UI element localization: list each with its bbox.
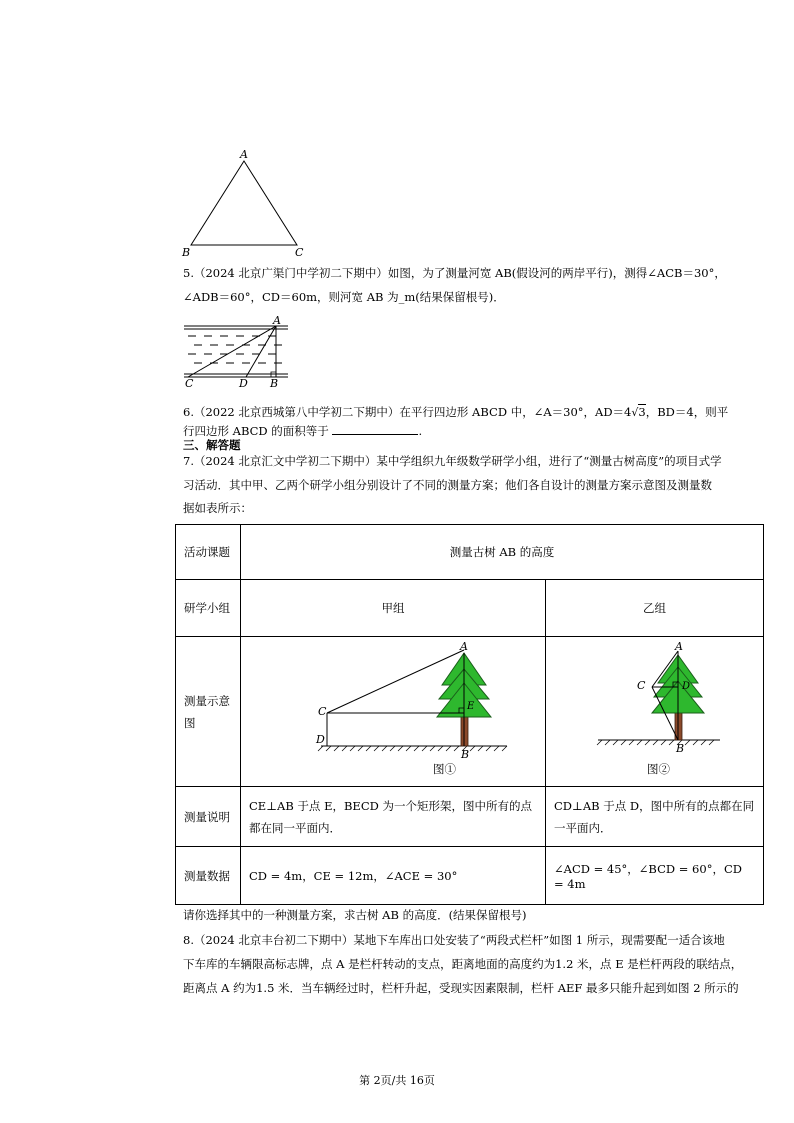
data-a: CD = 4m，CE = 12m，∠ACE = 30°	[241, 847, 546, 905]
table-row	[176, 787, 764, 847]
river-label-d: D	[239, 377, 248, 390]
triangle-label-c: C	[295, 246, 304, 259]
q7-after: 请你选择其中的一种测量方案，求古树 AB 的高度．(结果保留根号)	[183, 908, 527, 922]
q6-line2-pre: 行四边形 ABCD 的面积等于	[183, 424, 329, 438]
q6-line1-pre: 6.（2022 北京西城第八中学初二下期中）在平行四边形 ABCD 中，∠A＝30°，AD＝4	[183, 405, 632, 419]
measurement-table	[175, 524, 764, 905]
q8-line1: 8.（2024 北京丰台初二下期中）某地下车库出口处安装了“两段式栏杆”如图 1 所示，现需要配一适合该地	[183, 933, 725, 947]
topic-value: 测量古树 AB 的高度	[241, 525, 764, 580]
sqrt-symbol: √	[631, 406, 639, 419]
fig2-caption: 图②	[647, 762, 670, 776]
fig1-label-a: A	[460, 640, 468, 653]
group-b-name: 乙组	[546, 580, 764, 637]
q5-line1: 5.（2024 北京广渠门中学初二下期中）如图，为了测量河宽 AB(假设河的两岸平行)，测得∠ACB＝30°，	[183, 266, 726, 280]
river-label-b: B	[270, 377, 279, 390]
data-b: ∠ACD = 45°，∠BCD = 60°，CD = 4m	[546, 847, 764, 905]
table-row	[176, 525, 764, 580]
triangle-figure	[180, 148, 310, 260]
q6-sqrt-value: 3	[638, 405, 646, 419]
q5-line2: ∠ADB＝60°，CD＝60m，则河宽 AB 为_m(结果保留根号)．	[183, 290, 505, 304]
q8-line3: 距离点 A 约为1.5 米．当车辆经过时，栏杆升起，受现实因素限制，栏杆 AEF 最多只能升起到如图 2 所示的	[183, 981, 739, 995]
triangle-label-a: A	[240, 148, 248, 161]
description-b: CD⊥AB 于点 D，图中所有的点都在同一平面内．	[546, 787, 764, 847]
fig2-label-d: D	[682, 681, 691, 692]
description-a: CE⊥AB 于点 E，BECD 为一个矩形架，图中所有的点都在同一平面内．	[241, 787, 546, 847]
fig1-label-d: D	[316, 733, 325, 746]
figure1-cell	[241, 637, 546, 787]
table-row	[176, 637, 764, 787]
row-label-group: 研学小组	[176, 580, 241, 637]
q8-line2: 下车库的车辆限高标志牌，点 A 是栏杆转动的支点，距离地面的高度约为1.2 米，点 E 是栏杆两段的联结点，	[183, 957, 743, 971]
fig2-label-a: A	[675, 640, 683, 653]
q7-line3: 据如表所示：	[183, 501, 252, 515]
river-label-c: C	[185, 377, 194, 390]
fig1-label-c: C	[318, 705, 327, 718]
table-row	[176, 847, 764, 905]
answer-blank	[332, 422, 418, 435]
fig2-label-b: B	[676, 742, 685, 755]
table-row	[176, 580, 764, 637]
row-label-data: 测量数据	[176, 847, 241, 905]
fig1-caption: 图①	[433, 762, 456, 776]
fig1-label-e: E	[467, 701, 475, 712]
q7-line2: 习活动．其中甲、乙两个研学小组分别设计了不同的测量方案；他们各自设计的测量方案示意图及测量数	[183, 478, 712, 492]
q6-line2-post: .	[418, 424, 423, 438]
fig2-label-c: C	[637, 679, 646, 692]
tree-diagram-1	[311, 637, 551, 785]
triangle-label-b: B	[182, 246, 191, 259]
section3-heading: 三、解答题	[183, 438, 241, 452]
row-label-topic: 活动课题	[176, 525, 241, 580]
page-footer: 第 2页/共 16页	[359, 1074, 435, 1087]
q6-line1-post: ，BD＝4，则平	[645, 405, 729, 419]
river-label-a: A	[273, 314, 281, 327]
q6-line1	[183, 404, 728, 421]
row-label-diagram: 测量示意图	[176, 637, 241, 787]
row-label-description: 测量说明	[176, 787, 241, 847]
group-a-name: 甲组	[241, 580, 546, 637]
figure2-cell	[546, 637, 764, 787]
q7-line1: 7.（2024 北京汇文中学初二下期中）某中学组织九年级数学研学小组，进行了“测量古树高度”的项目式学	[183, 454, 722, 468]
fig1-label-b: B	[461, 748, 470, 761]
